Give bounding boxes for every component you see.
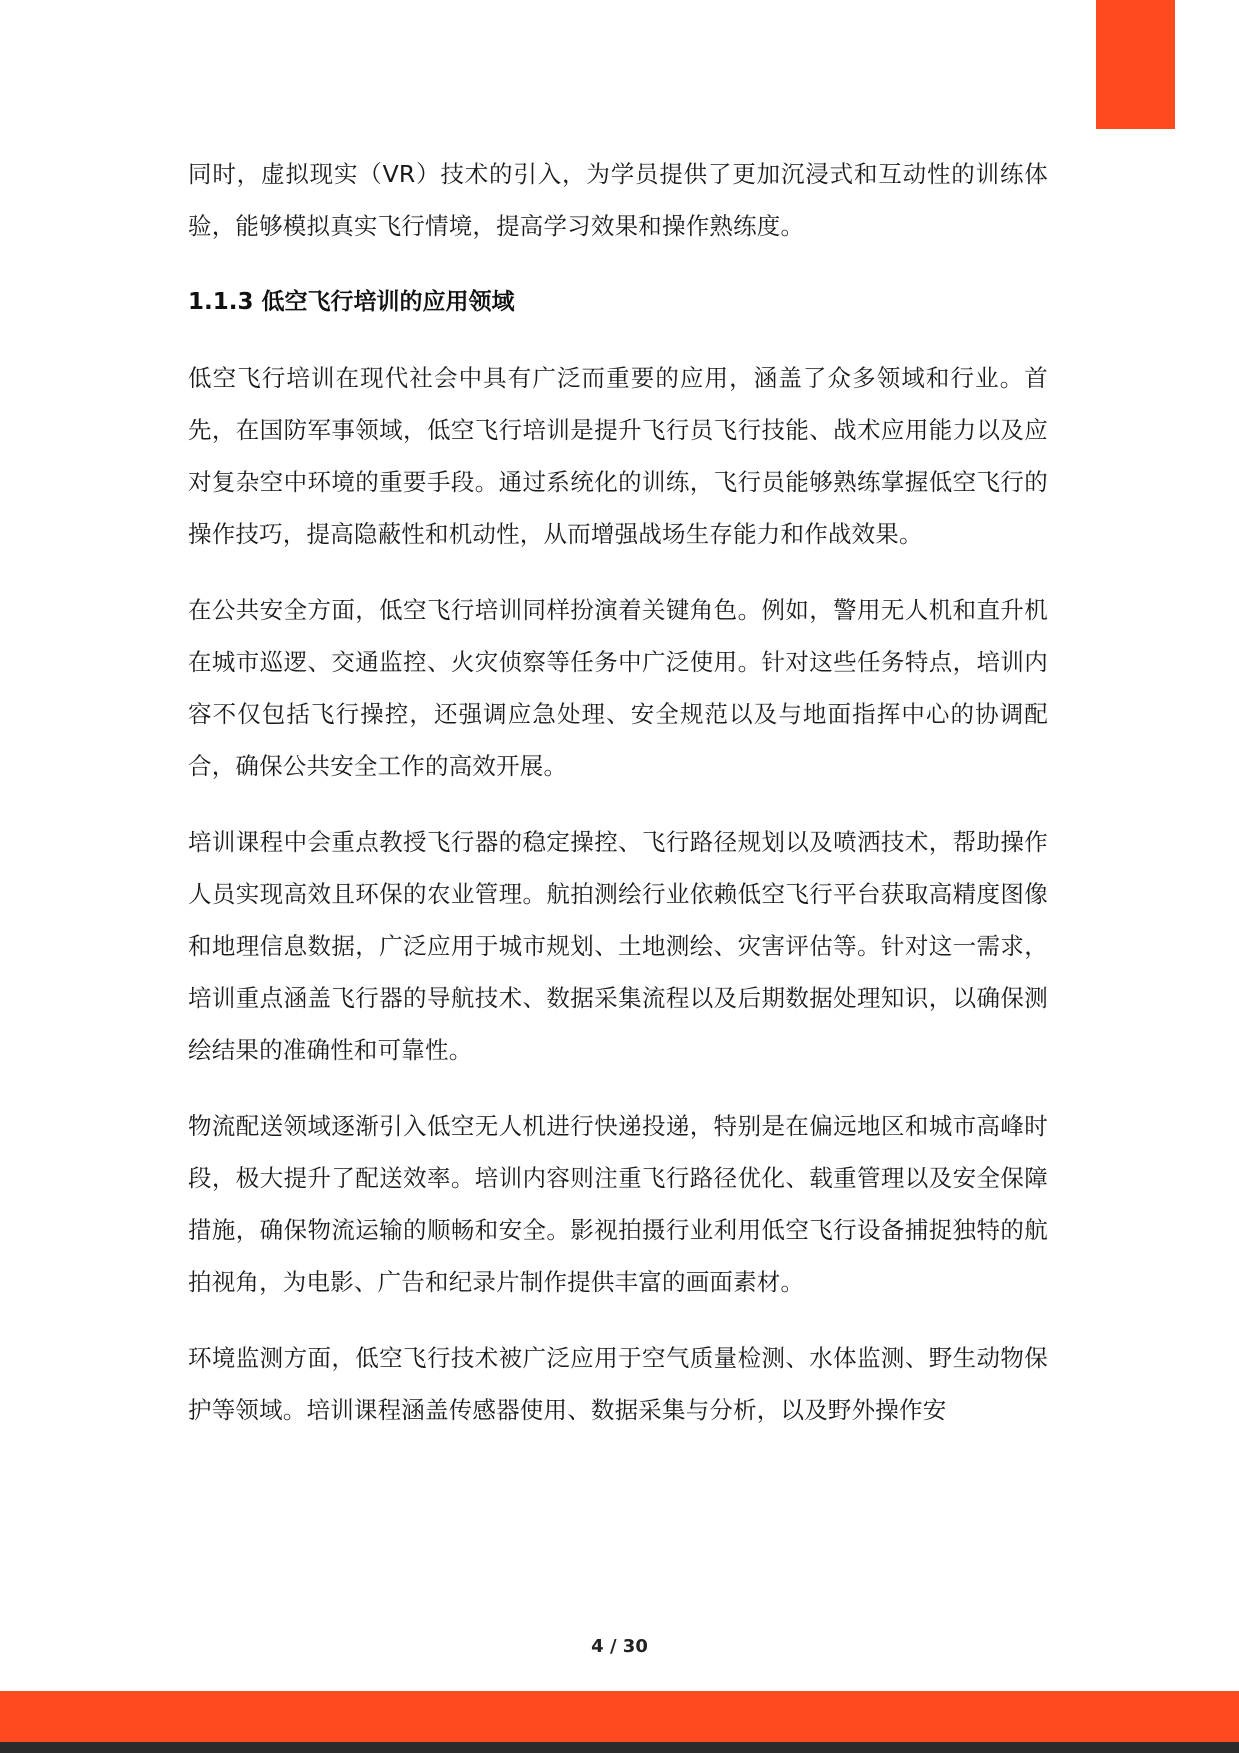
page-number: 4 / 30 [591,1636,648,1657]
corner-accent-tab [1096,0,1175,129]
paragraph-environment: 环境监测方面，低空飞行技术被广泛应用于空气质量检测、水体监测、野生动物保护等领域。培训课程涵盖传感器使用、数据采集与分析，以及野外操作安 [188,1344,1048,1424]
paragraph-applications-intro: 低空飞行培训在现代社会中具有广泛而重要的应用，涵盖了众多领域和行业。首先，在国防军事领域，低空飞行培训是提升飞行员飞行技能、战术应用能力以及应对复杂空中环境的重要手段。通过系统化的训练，飞行员能够熟练掌握低空飞行的操作技巧，提高隐蔽性和机动性，从而增强战场生存能力和作战效果。 [188,364,1048,548]
section-heading: 1.1.3 低空飞行培训的应用领域 [188,289,515,315]
paragraph-vr-training: 同时，虚拟现实（VR）技术的引入，为学员提供了更加沉浸式和互动性的训练体验，能够模拟真实飞行情境，提高学习效果和操作熟练度。 [188,160,1048,240]
footer-accent-bar [0,1691,1239,1742]
page-content [188,148,1048,1436]
paragraph-public-safety: 在公共安全方面，低空飞行培训同样扮演着关键角色。例如，警用无人机和直升机在城市巡逻、交通监控、火灾侦察等任务中广泛使用。针对这些任务特点，培训内容不仅包括飞行操控，还强调应急处理、安全规范以及与地面指挥中心的协调配合，确保公共安全工作的高效开展。 [188,596,1048,780]
paragraph-logistics-film: 物流配送领域逐渐引入低空无人机进行快递投递，特别是在偏远地区和城市高峰时段，极大提升了配送效率。培训内容则注重飞行路径优化、载重管理以及安全保障措施，确保物流运输的顺畅和安全。影视拍摄行业利用低空飞行设备捕捉独特的航拍视角，为电影、广告和纪录片制作提供丰富的画面素材。 [188,1112,1048,1296]
footer-dark-strip [0,1742,1239,1753]
paragraph-agriculture-mapping: 培训课程中会重点教授飞行器的稳定操控、飞行路径规划以及喷洒技术，帮助操作人员实现高效且环保的农业管理。航拍测绘行业依赖低空飞行平台获取高精度图像和地理信息数据，广泛应用于城市规划、土地测绘、灾害评估等。针对这一需求，培训重点涵盖飞行器的导航技术、数据采集流程以及后期数据处理知识，以确保测绘结果的准确性和可靠性。 [188,828,1048,1064]
